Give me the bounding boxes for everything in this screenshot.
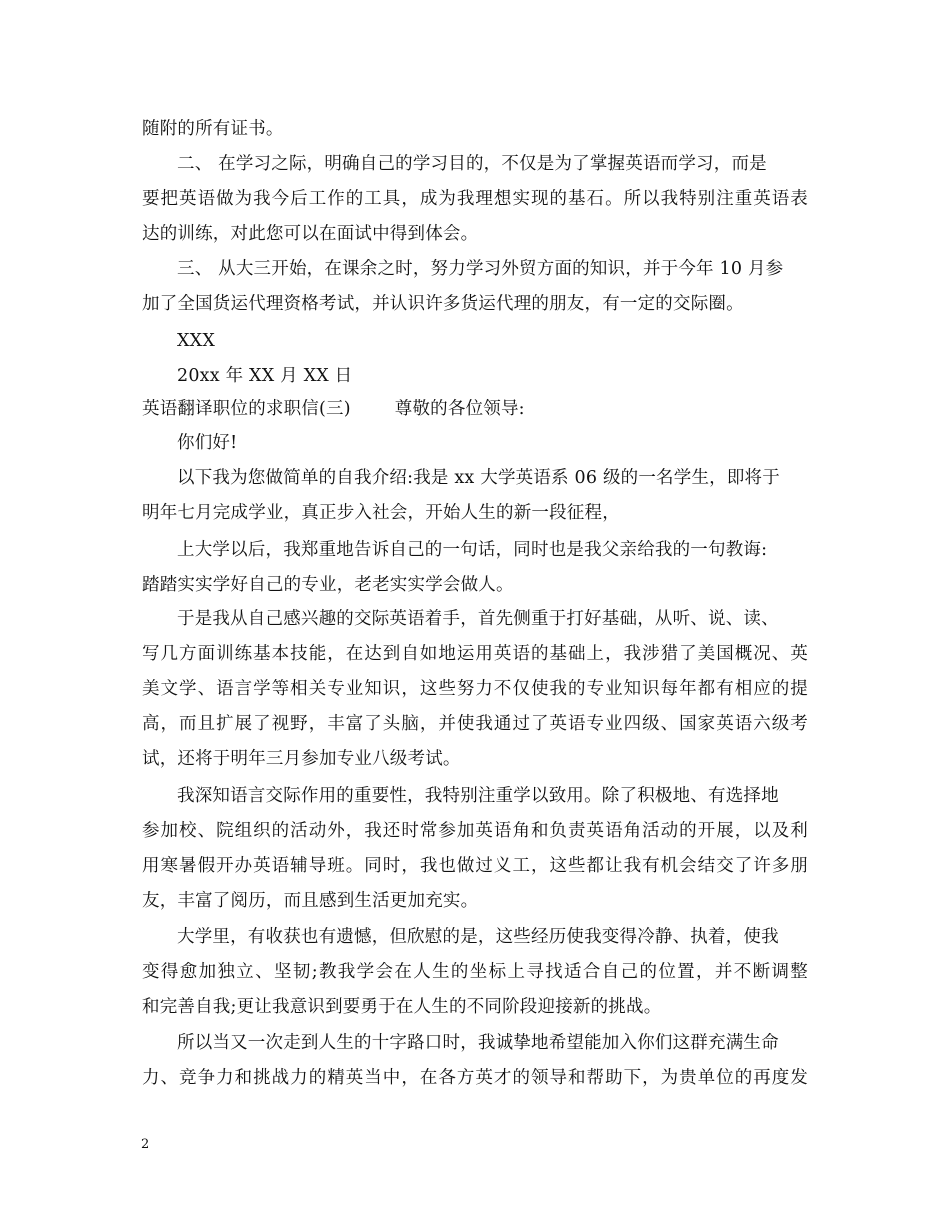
paragraph-line: 写几方面训练基本技能，在达到自如地运用英语的基础上，我涉猎了美国概况、英 xyxy=(142,644,808,664)
paragraph-line: 美文学、语言学等相关专业知识，这些努力不仅使我的专业知识每年都有相应的提 xyxy=(142,679,808,699)
paragraph-line: 以下我为您做简单的自我介绍:我是 xx 大学英语系 06 级的一名学生，即将于 xyxy=(177,468,780,488)
greeting: 你们好! xyxy=(177,433,238,453)
paragraph-line: 大学里，有收获也有遗憾，但欣慰的是，这些经历使我变得冷静、执着，使我 xyxy=(177,927,779,947)
paragraph-line: 三、 从大三开始，在课余之时，努力学习外贸方面的知识，并于今年 10 月参 xyxy=(177,259,784,279)
paragraph-line: 高，而且扩展了视野，丰富了头脑，并使我通过了英语专业四级、国家英语六级考 xyxy=(142,714,808,734)
signature-name: XXX xyxy=(177,331,215,351)
paragraph-line: 于是我从自己感兴趣的交际英语着手，首先侧重于打好基础，从听、说、读、 xyxy=(177,609,779,629)
paragraph-line: 我深知语言交际作用的重要性，我特别注重学以致用。除了积极地、有选择地 xyxy=(177,786,779,806)
paragraph-line: 和完善自我;更让我意识到要勇于在人生的不同阶段迎接新的挑战。 xyxy=(142,997,662,1017)
paragraph-line: 参加校、院组织的活动外，我还时常参加英语角和负责英语角活动的开展，以及利 xyxy=(142,821,808,841)
paragraph-line: 友，丰富了阅历，而且感到生活更加充实。 xyxy=(142,891,479,911)
paragraph-line: 变得愈加独立、坚韧;教我学会在人生的坐标上寻找适合自己的位置，并不断调整 xyxy=(142,962,808,982)
section-heading xyxy=(142,398,525,420)
paragraph-line: 要把英语做为我今后工作的工具，成为我理想实现的基石。所以我特别注重英语表 xyxy=(142,189,808,209)
paragraph-line: 上大学以后，我郑重地告诉自己的一句话，同时也是我父亲给我的一句教诲: xyxy=(177,540,768,560)
paragraph-line: 试，还将于明年三月参加专业八级考试。 xyxy=(142,749,461,769)
paragraph-line: 踏踏实实学好自己的专业，老老实实学会做人。 xyxy=(142,575,514,595)
paragraph-line: 用寒暑假开办英语辅导班。同时，我也做过义工，这些都让我有机会结交了许多朋 xyxy=(142,856,808,876)
text-line: 随附的所有证书。 xyxy=(142,119,284,139)
paragraph-line: 所以当又一次走到人生的十字路口时，我诚挚地希望能加入你们这群充满生命 xyxy=(177,1033,779,1053)
paragraph-line: 明年七月完成学业，真正步入社会，开始人生的新一段征程， xyxy=(142,503,620,523)
page-number: 2 xyxy=(141,1137,150,1152)
salutation: 尊敬的各位领导: xyxy=(394,399,525,419)
paragraph-line: 二、 在学习之际，明确自己的学习目的，不仅是为了掌握英语而学习，而是 xyxy=(177,154,767,174)
signature-date: 20xx 年 XX 月 XX 日 xyxy=(177,366,353,386)
heading-title: 英语翻译职位的求职信(三) xyxy=(142,399,351,419)
paragraph-line: 加了全国货运代理资格考试，并认识许多货运代理的朋友，有一定的交际圈。 xyxy=(142,294,744,314)
paragraph-line: 达的训练，对此您可以在面试中得到体会。 xyxy=(142,224,479,244)
paragraph-line: 力、竞争力和挑战力的精英当中，在各方英才的领导和帮助下，为贵单位的再度发 xyxy=(142,1068,808,1088)
